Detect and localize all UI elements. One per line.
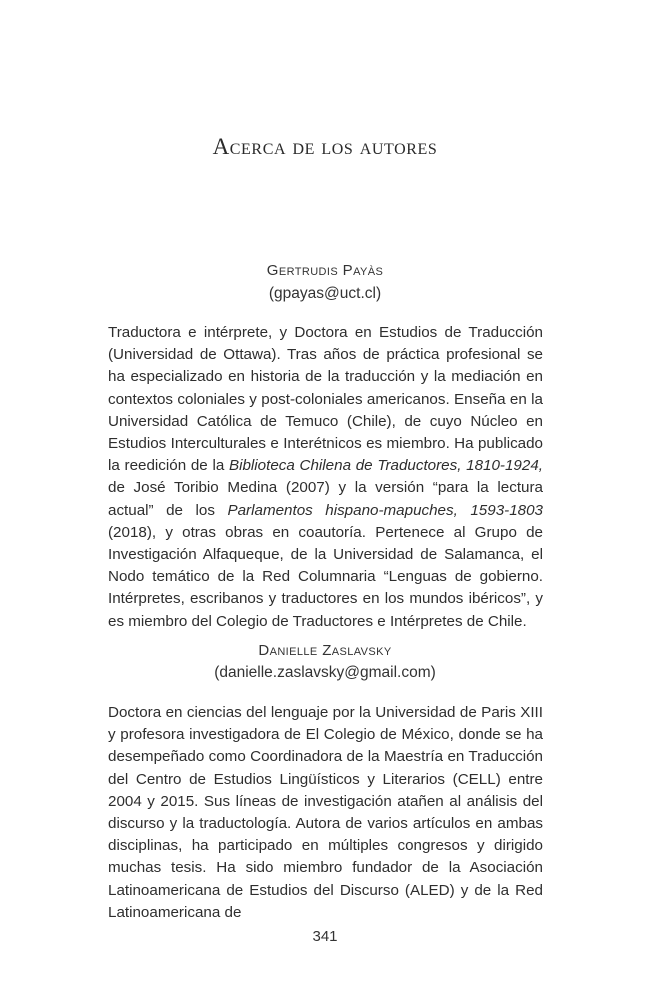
- bio-text-part: Traductora e intérprete, y Doctora en Estudios de Traducción (Universidad de Ottawa). Tras años de práctica profesional se ha especializado en historia de la traducción y la mediación en contextos coloniales y post-coloniales americanos. Enseña en la Universidad Católica de Temuco (Chile), de cuyo Núcleo en Estudios Interculturales e Interétnicos es miembro. Ha publicado la reedición de la: [108, 324, 543, 475]
- bio-italic-title: Parlamentos hispano-mapuches, 1593-1803: [227, 501, 543, 519]
- author-name-payas: Gertrudis Payàs: [266, 262, 384, 279]
- page-number: 341: [312, 928, 338, 945]
- author-bio-payas: [108, 322, 543, 633]
- author-bio-zaslavsky: Doctora en ciencias del lenguaje por la Universidad de Paris XIII y profesora investigadora de El Colegio de México, donde se ha desempeñado como Coordinadora de la Maestría en Traducción del Centro de Estudios Lingüísticos y Literarios (CELL) entre 2004 y 2015. Sus líneas de investigación atañen al análisis del discurso y la traductología. Autora de varios artículos en ambas disciplinas, ha participado en múltiples congresos y dirigido muchas tesis. Ha sido miembro fundador de la Asociación Latinoamericana de Estudios del Discurso (ALED) y de la Red Latinoamericana de: [108, 704, 543, 921]
- section-title: Acerca de los autores: [212, 134, 438, 159]
- bio-text-part: (2018), y otras obras en coautoría. Pertenece al Grupo de Investigación Alfaqueque, de la Universidad de Salamanca, el Nodo temático de la Red Columnaria “Lenguas de gobierno. Intérpretes, escribanos y traductores en los mundos ibéricos”, y es miembro del Colegio de Traductores e Intérpretes de Chile.: [108, 523, 543, 630]
- author-email-zaslavsky: (danielle.zaslavsky@gmail.com): [214, 664, 436, 681]
- bio-italic-title: Biblioteca Chilena de Traductores, 1810-1924,: [228, 457, 543, 475]
- author-email-payas: (gpayas@uct.cl): [268, 285, 382, 302]
- author-name-zaslavsky: Danielle Zaslavsky: [258, 642, 392, 659]
- bio-text-part: de José Toribio Medina (2007) y la versión “para la lectura actual” de los: [108, 479, 543, 519]
